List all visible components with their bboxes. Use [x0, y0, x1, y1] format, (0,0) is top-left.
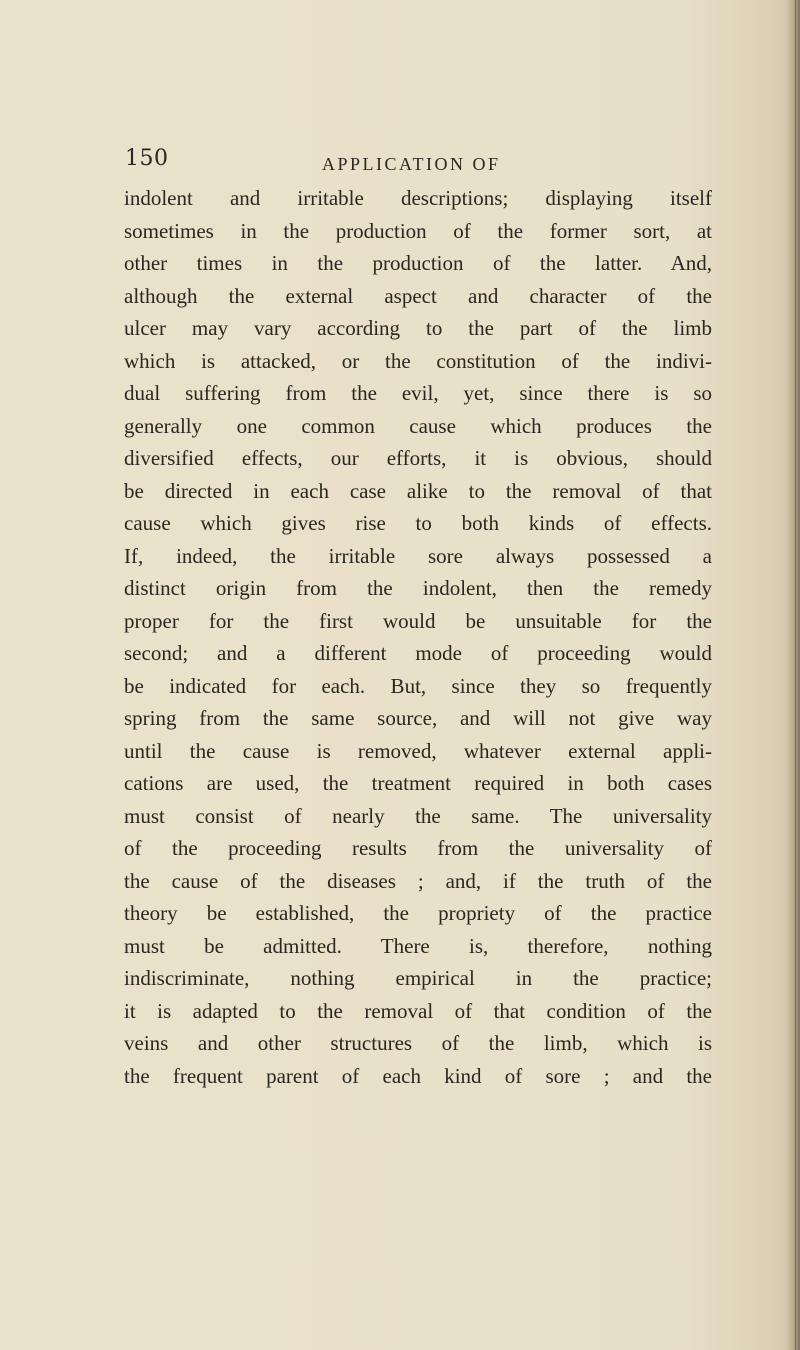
text-line: ulcer may vary according to the part of the limb	[124, 316, 712, 340]
text-line: second; and a different mode of proceeding would	[124, 641, 712, 665]
text-line: be directed in each case alike to the removal of that	[124, 478, 712, 503]
running-head: APPLICATION OF	[322, 154, 501, 174]
text-line: be indicated for each. But, since they so frequently	[124, 673, 712, 698]
text-line: cause which gives rise to both kinds of effects.	[124, 511, 712, 535]
text-line: other times in the production of the latter. And,	[124, 251, 712, 275]
page-edge-shadow	[786, 0, 800, 1350]
page-number: 150	[125, 146, 169, 171]
text-line: of the proceeding results from the universality of	[124, 836, 712, 860]
text-line: it is adapted to the removal of that condition of the	[124, 998, 712, 1023]
text-line: distinct origin from the indolent, then the remedy	[124, 576, 712, 600]
text-line: sometimes in the production of the former sort, at	[124, 218, 712, 243]
page-edge-line	[795, 0, 796, 1350]
text-line: dual suffering from the evil, yet, since there is so	[124, 381, 712, 405]
text-line: until the cause is removed, whatever external appli-	[124, 738, 712, 763]
text-line: veins and other structures of the limb, which is	[124, 1031, 712, 1055]
text-line: generally one common cause which produces the	[124, 413, 712, 438]
text-line: diversified effects, our efforts, it is obvious, should	[124, 446, 712, 470]
text-line: must consist of nearly the same. The universality	[124, 803, 712, 828]
text-line: must be admitted. There is, therefore, nothing	[124, 933, 712, 958]
text-line: which is attacked, or the constitution of the indivi-	[124, 348, 712, 373]
text-line: theory be established, the propriety of the practice	[124, 901, 712, 925]
body-text	[124, 182, 712, 1092]
text-line: the cause of the diseases ; and, if the truth of the	[124, 868, 712, 893]
text-line: spring from the same source, and will not give way	[124, 706, 712, 730]
text-line: indolent and irritable descriptions; displaying itself	[124, 186, 712, 210]
text-line: indiscriminate, nothing empirical in the practice;	[124, 966, 712, 990]
text-line: proper for the first would be unsuitable for the	[124, 608, 712, 633]
text-line: cations are used, the treatment required in both cases	[124, 771, 712, 795]
text-line: If, indeed, the irritable sore always possessed a	[124, 543, 712, 568]
text-line: the frequent parent of each kind of sore ; and the	[124, 1063, 712, 1088]
text-line: although the external aspect and character of the	[124, 283, 712, 308]
